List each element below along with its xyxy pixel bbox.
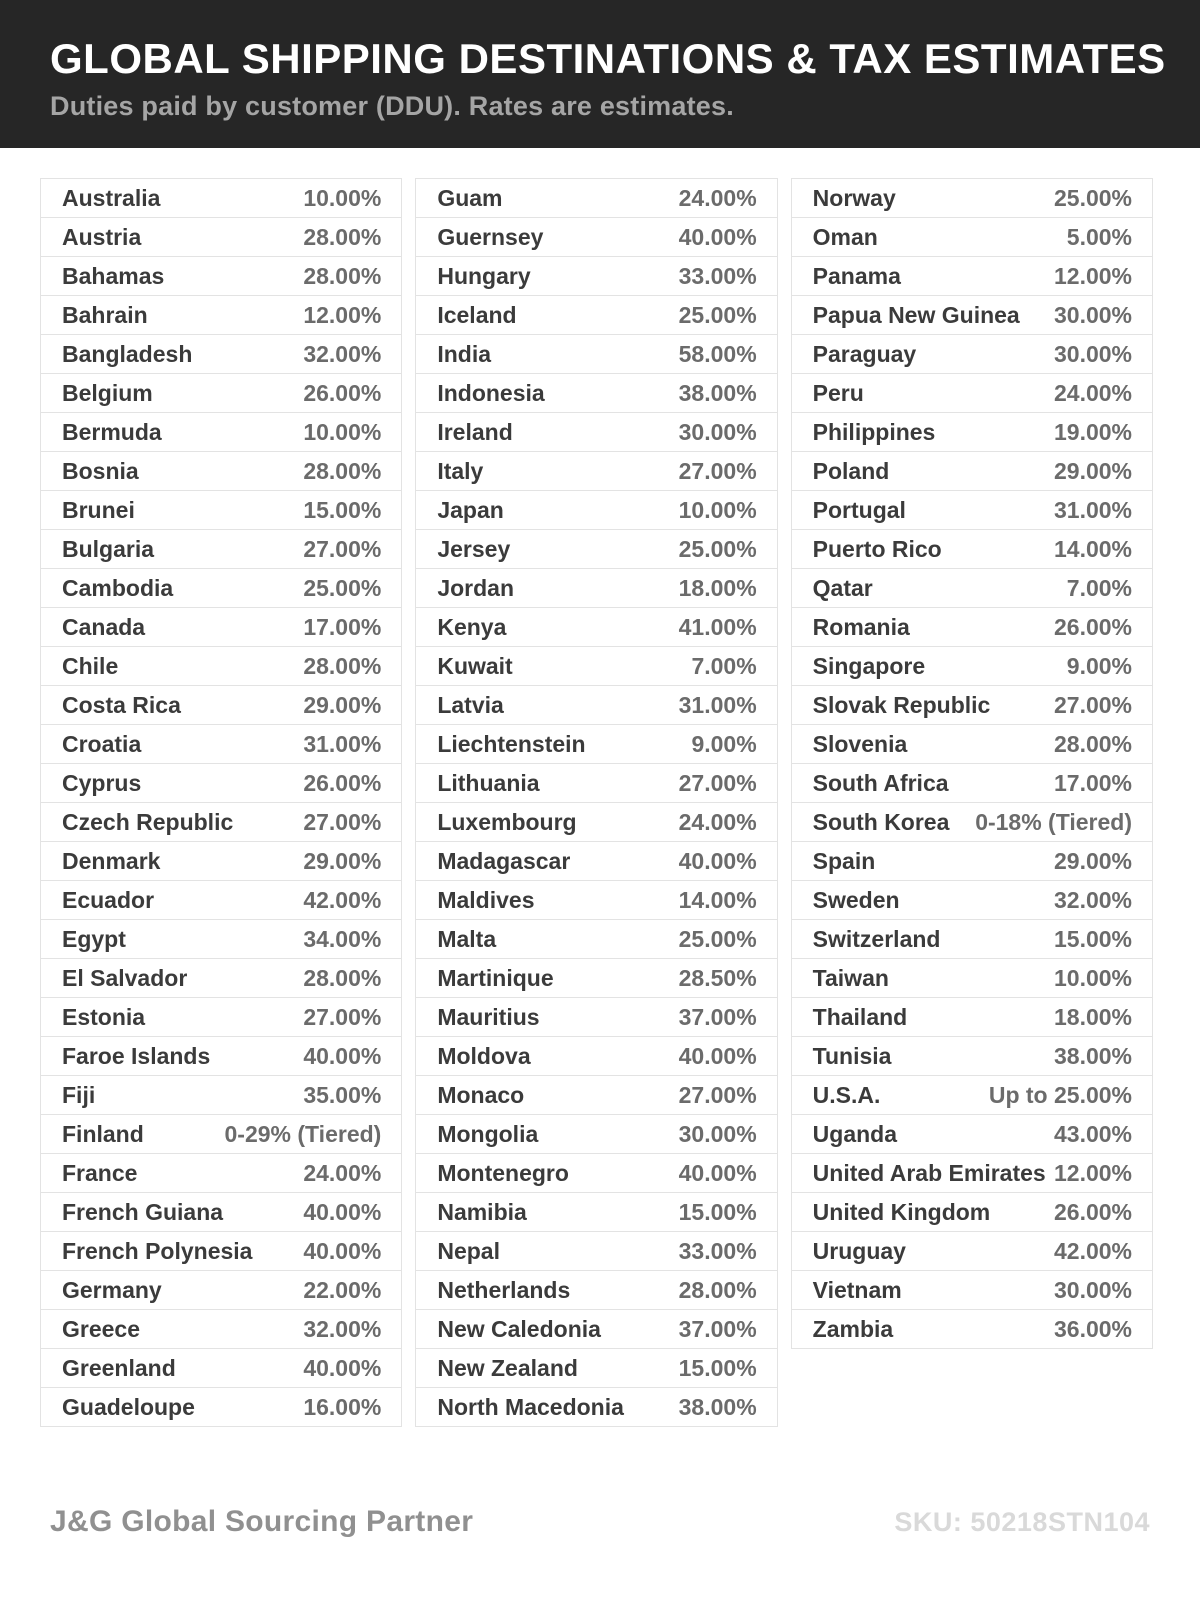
tax-row: [40, 1231, 402, 1271]
country-name: Uruguay: [812, 1237, 906, 1264]
tax-row: [791, 568, 1153, 608]
tax-row: [40, 529, 402, 569]
tax-row: [40, 919, 402, 959]
country-name: Portugal: [812, 496, 906, 523]
tax-row: [415, 802, 777, 842]
tax-rate: 18.00%: [678, 574, 757, 601]
tax-rate: 27.00%: [303, 535, 382, 562]
tax-column-1: [40, 178, 402, 1427]
tax-row: [415, 646, 777, 686]
tax-rate: 40.00%: [678, 1159, 757, 1186]
tax-row: [415, 1192, 777, 1232]
tax-rate: 25.00%: [678, 925, 757, 952]
country-name: Switzerland: [812, 925, 941, 952]
country-name: Mongolia: [437, 1120, 539, 1147]
tax-rate: 29.00%: [303, 847, 382, 874]
tax-rate: 31.00%: [678, 691, 757, 718]
tax-column-3: [791, 178, 1153, 1349]
tax-rate: Up to 25.00%: [988, 1081, 1132, 1108]
tax-rate: 9.00%: [1066, 652, 1132, 679]
tax-row: [791, 1192, 1153, 1232]
tax-row: [791, 1309, 1153, 1349]
tax-rate: 24.00%: [1053, 379, 1132, 406]
tax-row: [415, 178, 777, 218]
country-name: Monaco: [437, 1081, 525, 1108]
tax-rate: 41.00%: [678, 613, 757, 640]
tax-rate: 19.00%: [1053, 418, 1132, 445]
tax-row: [40, 802, 402, 842]
country-name: Bosnia: [62, 457, 139, 484]
country-name: Czech Republic: [62, 808, 234, 835]
tax-rate: 38.00%: [678, 1393, 757, 1420]
tax-row: [791, 958, 1153, 998]
country-name: Denmark: [62, 847, 161, 874]
tax-row: [40, 1075, 402, 1115]
country-name: Egypt: [62, 925, 126, 952]
page-header: [0, 0, 1200, 148]
tax-row: [415, 1270, 777, 1310]
country-name: Lithuania: [437, 769, 540, 796]
tax-row: [40, 568, 402, 608]
tax-rate: 14.00%: [678, 886, 757, 913]
tax-rate: 15.00%: [1053, 925, 1132, 952]
tax-row: [791, 880, 1153, 920]
country-name: French Polynesia: [62, 1237, 253, 1264]
tax-rate: 29.00%: [1053, 457, 1132, 484]
tax-row: [791, 256, 1153, 296]
tax-rate: 29.00%: [1053, 847, 1132, 874]
tax-row: [791, 1270, 1153, 1310]
tax-rate: 31.00%: [1053, 496, 1132, 523]
tax-rate: 28.00%: [303, 457, 382, 484]
country-name: Mauritius: [437, 1003, 540, 1030]
tax-row: [791, 997, 1153, 1037]
tax-rate: 32.00%: [1053, 886, 1132, 913]
country-name: Costa Rica: [62, 691, 181, 718]
country-name: Bahrain: [62, 301, 148, 328]
country-name: Ecuador: [62, 886, 155, 913]
country-name: Indonesia: [437, 379, 545, 406]
tax-row: [791, 1153, 1153, 1193]
country-name: New Caledonia: [437, 1315, 601, 1342]
tax-rate: 40.00%: [303, 1354, 382, 1381]
tax-rate: 38.00%: [1053, 1042, 1132, 1069]
tax-rate: 10.00%: [1053, 964, 1132, 991]
country-name: Australia: [62, 184, 161, 211]
country-name: Italy: [437, 457, 484, 484]
country-name: Faroe Islands: [62, 1042, 211, 1069]
country-name: Guadeloupe: [62, 1393, 195, 1420]
tax-rate: 27.00%: [678, 769, 757, 796]
country-name: Guernsey: [437, 223, 544, 250]
tax-row: [40, 295, 402, 335]
tax-row: [40, 217, 402, 257]
tax-rate: 24.00%: [678, 184, 757, 211]
tax-rate: 15.00%: [678, 1198, 757, 1225]
tax-rate: 28.00%: [303, 652, 382, 679]
country-name: Maldives: [437, 886, 535, 913]
country-name: Latvia: [437, 691, 504, 718]
country-name: U.S.A.: [812, 1081, 881, 1108]
tax-row: [791, 373, 1153, 413]
tax-row: [40, 1153, 402, 1193]
country-name: French Guiana: [62, 1198, 224, 1225]
tax-rate: 12.00%: [1053, 1159, 1132, 1186]
tax-rate: 30.00%: [1053, 1276, 1132, 1303]
tax-rate: 58.00%: [678, 340, 757, 367]
tax-row: [791, 919, 1153, 959]
country-name: Canada: [62, 613, 146, 640]
tax-row: [40, 646, 402, 686]
tax-rate: 29.00%: [303, 691, 382, 718]
tax-rate: 42.00%: [303, 886, 382, 913]
tax-row: [791, 841, 1153, 881]
tax-rate: 40.00%: [678, 847, 757, 874]
tax-rate: 35.00%: [303, 1081, 382, 1108]
country-name: Philippines: [812, 418, 936, 445]
country-name: Thailand: [812, 1003, 908, 1030]
tax-rate: 24.00%: [678, 808, 757, 835]
country-name: Vietnam: [812, 1276, 902, 1303]
country-name: Netherlands: [437, 1276, 571, 1303]
tax-row: [40, 178, 402, 218]
tax-row: [40, 1114, 402, 1154]
tax-rate: 40.00%: [303, 1198, 382, 1225]
tax-row: [415, 958, 777, 998]
tax-rate: 17.00%: [1053, 769, 1132, 796]
country-name: Bahamas: [62, 262, 165, 289]
tax-rate: 10.00%: [303, 418, 382, 445]
tax-rate: 30.00%: [1053, 301, 1132, 328]
tax-rate: 7.00%: [1066, 574, 1132, 601]
tax-row: [415, 607, 777, 647]
country-name: Fiji: [62, 1081, 96, 1108]
tax-row: [415, 1309, 777, 1349]
tax-rate: 27.00%: [678, 1081, 757, 1108]
country-name: Martinique: [437, 964, 554, 991]
country-name: Kuwait: [437, 652, 513, 679]
country-name: Singapore: [812, 652, 926, 679]
tax-row: [791, 646, 1153, 686]
country-name: Romania: [812, 613, 910, 640]
country-name: Namibia: [437, 1198, 527, 1225]
country-name: Iceland: [437, 301, 517, 328]
tax-row: [415, 1387, 777, 1427]
tax-row: [415, 451, 777, 491]
tax-row: [791, 412, 1153, 452]
tax-rate: 28.00%: [1053, 730, 1132, 757]
tax-row: [40, 373, 402, 413]
page-footer: [0, 1505, 1200, 1539]
country-name: Belgium: [62, 379, 153, 406]
tax-row: [40, 490, 402, 530]
tax-row: [415, 724, 777, 764]
tax-rate: 10.00%: [303, 184, 382, 211]
country-name: Bangladesh: [62, 340, 193, 367]
tax-rate: 5.00%: [1066, 223, 1132, 250]
country-name: Bermuda: [62, 418, 162, 445]
tax-row: [415, 685, 777, 725]
tax-rate: 32.00%: [303, 340, 382, 367]
country-name: South Korea: [812, 808, 950, 835]
country-name: Sweden: [812, 886, 900, 913]
tax-row: [415, 1153, 777, 1193]
country-name: Greenland: [62, 1354, 176, 1381]
country-name: Madagascar: [437, 847, 571, 874]
tax-rate: 24.00%: [303, 1159, 382, 1186]
tax-rate: 40.00%: [303, 1042, 382, 1069]
tax-row: [415, 1348, 777, 1388]
country-name: Spain: [812, 847, 876, 874]
tax-row: [40, 763, 402, 803]
tax-rate: 30.00%: [678, 1120, 757, 1147]
tax-row: [791, 763, 1153, 803]
tax-rate: 25.00%: [1053, 184, 1132, 211]
tax-rate: 28.00%: [678, 1276, 757, 1303]
tax-rate: 30.00%: [1053, 340, 1132, 367]
tax-row: [40, 1309, 402, 1349]
country-name: Papua New Guinea: [812, 301, 1020, 328]
tax-row: [791, 1231, 1153, 1271]
tax-row: [40, 1192, 402, 1232]
tax-row: [415, 217, 777, 257]
tax-column-2: [415, 178, 777, 1427]
country-name: Malta: [437, 925, 497, 952]
country-name: Bulgaria: [62, 535, 155, 562]
tax-rate: 26.00%: [1053, 1198, 1132, 1225]
country-name: Puerto Rico: [812, 535, 942, 562]
tax-rate: 0-29% (Tiered): [224, 1120, 382, 1147]
country-name: North Macedonia: [437, 1393, 624, 1420]
tax-rate: 38.00%: [678, 379, 757, 406]
country-name: Slovenia: [812, 730, 908, 757]
tax-row: [415, 841, 777, 881]
tax-row: [40, 412, 402, 452]
tax-rate: 28.00%: [303, 964, 382, 991]
tax-row: [791, 217, 1153, 257]
tax-rate: 7.00%: [691, 652, 757, 679]
tax-rate: 26.00%: [303, 769, 382, 796]
tax-row: [791, 724, 1153, 764]
tax-rate: 26.00%: [303, 379, 382, 406]
country-name: Japan: [437, 496, 504, 523]
country-name: Moldova: [437, 1042, 531, 1069]
tax-rate: 16.00%: [303, 1393, 382, 1420]
tax-row: [415, 997, 777, 1037]
page-subtitle: Duties paid by customer (DDU). Rates are estimates.: [50, 91, 734, 122]
tax-rate: 34.00%: [303, 925, 382, 952]
country-name: Montenegro: [437, 1159, 569, 1186]
country-name: Finland: [62, 1120, 144, 1147]
tax-row: [40, 607, 402, 647]
tax-row: [40, 724, 402, 764]
tax-row: [791, 1036, 1153, 1076]
tax-row: [40, 1348, 402, 1388]
country-name: Tunisia: [812, 1042, 892, 1069]
country-name: Cambodia: [62, 574, 174, 601]
tax-rate: 30.00%: [678, 418, 757, 445]
country-name: Ireland: [437, 418, 513, 445]
country-name: Estonia: [62, 1003, 146, 1030]
tax-tables: [40, 178, 1153, 1427]
country-name: Poland: [812, 457, 890, 484]
tax-row: [40, 1036, 402, 1076]
tax-row: [415, 490, 777, 530]
tax-rate: 40.00%: [678, 223, 757, 250]
tax-rate: 9.00%: [691, 730, 757, 757]
tax-rate: 36.00%: [1053, 1315, 1132, 1342]
country-name: Uganda: [812, 1120, 897, 1147]
brand-name: J&G Global Sourcing Partner: [50, 1505, 474, 1538]
country-name: United Kingdom: [812, 1198, 991, 1225]
country-name: India: [437, 340, 491, 367]
tax-row: [40, 1387, 402, 1427]
tax-row: [791, 685, 1153, 725]
country-name: France: [62, 1159, 138, 1186]
tax-row: [415, 568, 777, 608]
country-name: Oman: [812, 223, 878, 250]
tax-row: [40, 334, 402, 374]
country-name: Luxembourg: [437, 808, 577, 835]
tax-row: [415, 919, 777, 959]
country-name: Germany: [62, 1276, 162, 1303]
country-name: Cyprus: [62, 769, 142, 796]
country-name: Taiwan: [812, 964, 889, 991]
tax-rate: 37.00%: [678, 1003, 757, 1030]
country-name: Slovak Republic: [812, 691, 991, 718]
tax-row: [415, 334, 777, 374]
country-name: Guam: [437, 184, 503, 211]
country-name: Croatia: [62, 730, 142, 757]
country-name: Chile: [62, 652, 119, 679]
sku-label: SKU: 50218STN104: [894, 1507, 1150, 1537]
tax-rate: 32.00%: [303, 1315, 382, 1342]
tax-rate: 40.00%: [678, 1042, 757, 1069]
country-name: Paraguay: [812, 340, 917, 367]
tax-rate: 28.50%: [678, 964, 757, 991]
tax-rate: 27.00%: [678, 457, 757, 484]
country-name: New Zealand: [437, 1354, 578, 1381]
country-name: Nepal: [437, 1237, 500, 1264]
country-name: United Arab Emirates: [812, 1159, 1046, 1186]
country-name: Panama: [812, 262, 901, 289]
tax-row: [415, 1036, 777, 1076]
country-name: Jordan: [437, 574, 515, 601]
tax-row: [791, 295, 1153, 335]
tax-row: [791, 1075, 1153, 1115]
tax-rate: 28.00%: [303, 223, 382, 250]
country-name: El Salvador: [62, 964, 188, 991]
tax-row: [791, 490, 1153, 530]
tax-rate: 18.00%: [1053, 1003, 1132, 1030]
tax-row: [40, 685, 402, 725]
tax-rate: 12.00%: [1053, 262, 1132, 289]
tax-rate: 27.00%: [303, 808, 382, 835]
tax-row: [791, 334, 1153, 374]
tax-rate: 43.00%: [1053, 1120, 1132, 1147]
tax-row: [791, 1114, 1153, 1154]
tax-rate: 14.00%: [1053, 535, 1132, 562]
country-name: Zambia: [812, 1315, 894, 1342]
tax-rate: 31.00%: [303, 730, 382, 757]
tax-row: [791, 607, 1153, 647]
country-name: Qatar: [812, 574, 873, 601]
tax-rate: 28.00%: [303, 262, 382, 289]
tax-row: [791, 529, 1153, 569]
country-name: Liechtenstein: [437, 730, 586, 757]
tax-row: [415, 256, 777, 296]
tax-row: [791, 802, 1153, 842]
tax-row: [40, 841, 402, 881]
tax-row: [40, 880, 402, 920]
tax-row: [40, 451, 402, 491]
tax-row: [415, 373, 777, 413]
tax-row: [40, 997, 402, 1037]
tax-rate: 10.00%: [678, 496, 757, 523]
tax-row: [415, 1114, 777, 1154]
country-name: Kenya: [437, 613, 507, 640]
tax-row: [415, 880, 777, 920]
tax-rate: 25.00%: [678, 301, 757, 328]
country-name: Norway: [812, 184, 896, 211]
tax-rate: 33.00%: [678, 1237, 757, 1264]
country-name: Hungary: [437, 262, 531, 289]
tax-row: [415, 295, 777, 335]
tax-row: [40, 958, 402, 998]
tax-row: [40, 1270, 402, 1310]
tax-row: [415, 412, 777, 452]
tax-rate: 17.00%: [303, 613, 382, 640]
tax-rate: 25.00%: [303, 574, 382, 601]
country-name: Peru: [812, 379, 864, 406]
tax-row: [415, 1075, 777, 1115]
tax-row: [791, 178, 1153, 218]
tax-rate: 40.00%: [303, 1237, 382, 1264]
country-name: Jersey: [437, 535, 511, 562]
tax-rate: 25.00%: [678, 535, 757, 562]
tax-row: [415, 1231, 777, 1271]
tax-rate: 42.00%: [1053, 1237, 1132, 1264]
tax-rate: 27.00%: [1053, 691, 1132, 718]
tax-row: [415, 529, 777, 569]
tax-row: [40, 256, 402, 296]
tax-rate: 15.00%: [678, 1354, 757, 1381]
country-name: South Africa: [812, 769, 949, 796]
tax-rate: 0-18% (Tiered): [975, 808, 1132, 835]
tax-row: [791, 451, 1153, 491]
tax-rate: 37.00%: [678, 1315, 757, 1342]
tax-rate: 33.00%: [678, 262, 757, 289]
country-name: Austria: [62, 223, 142, 250]
country-name: Greece: [62, 1315, 141, 1342]
page-title: GLOBAL SHIPPING DESTINATIONS & TAX ESTIMATES: [50, 35, 1166, 82]
tax-row: [415, 763, 777, 803]
country-name: Brunei: [62, 496, 135, 523]
tax-rate: 27.00%: [303, 1003, 382, 1030]
tax-rate: 15.00%: [303, 496, 382, 523]
tax-rate: 26.00%: [1053, 613, 1132, 640]
tax-rate: 12.00%: [303, 301, 382, 328]
tax-rate: 22.00%: [303, 1276, 382, 1303]
